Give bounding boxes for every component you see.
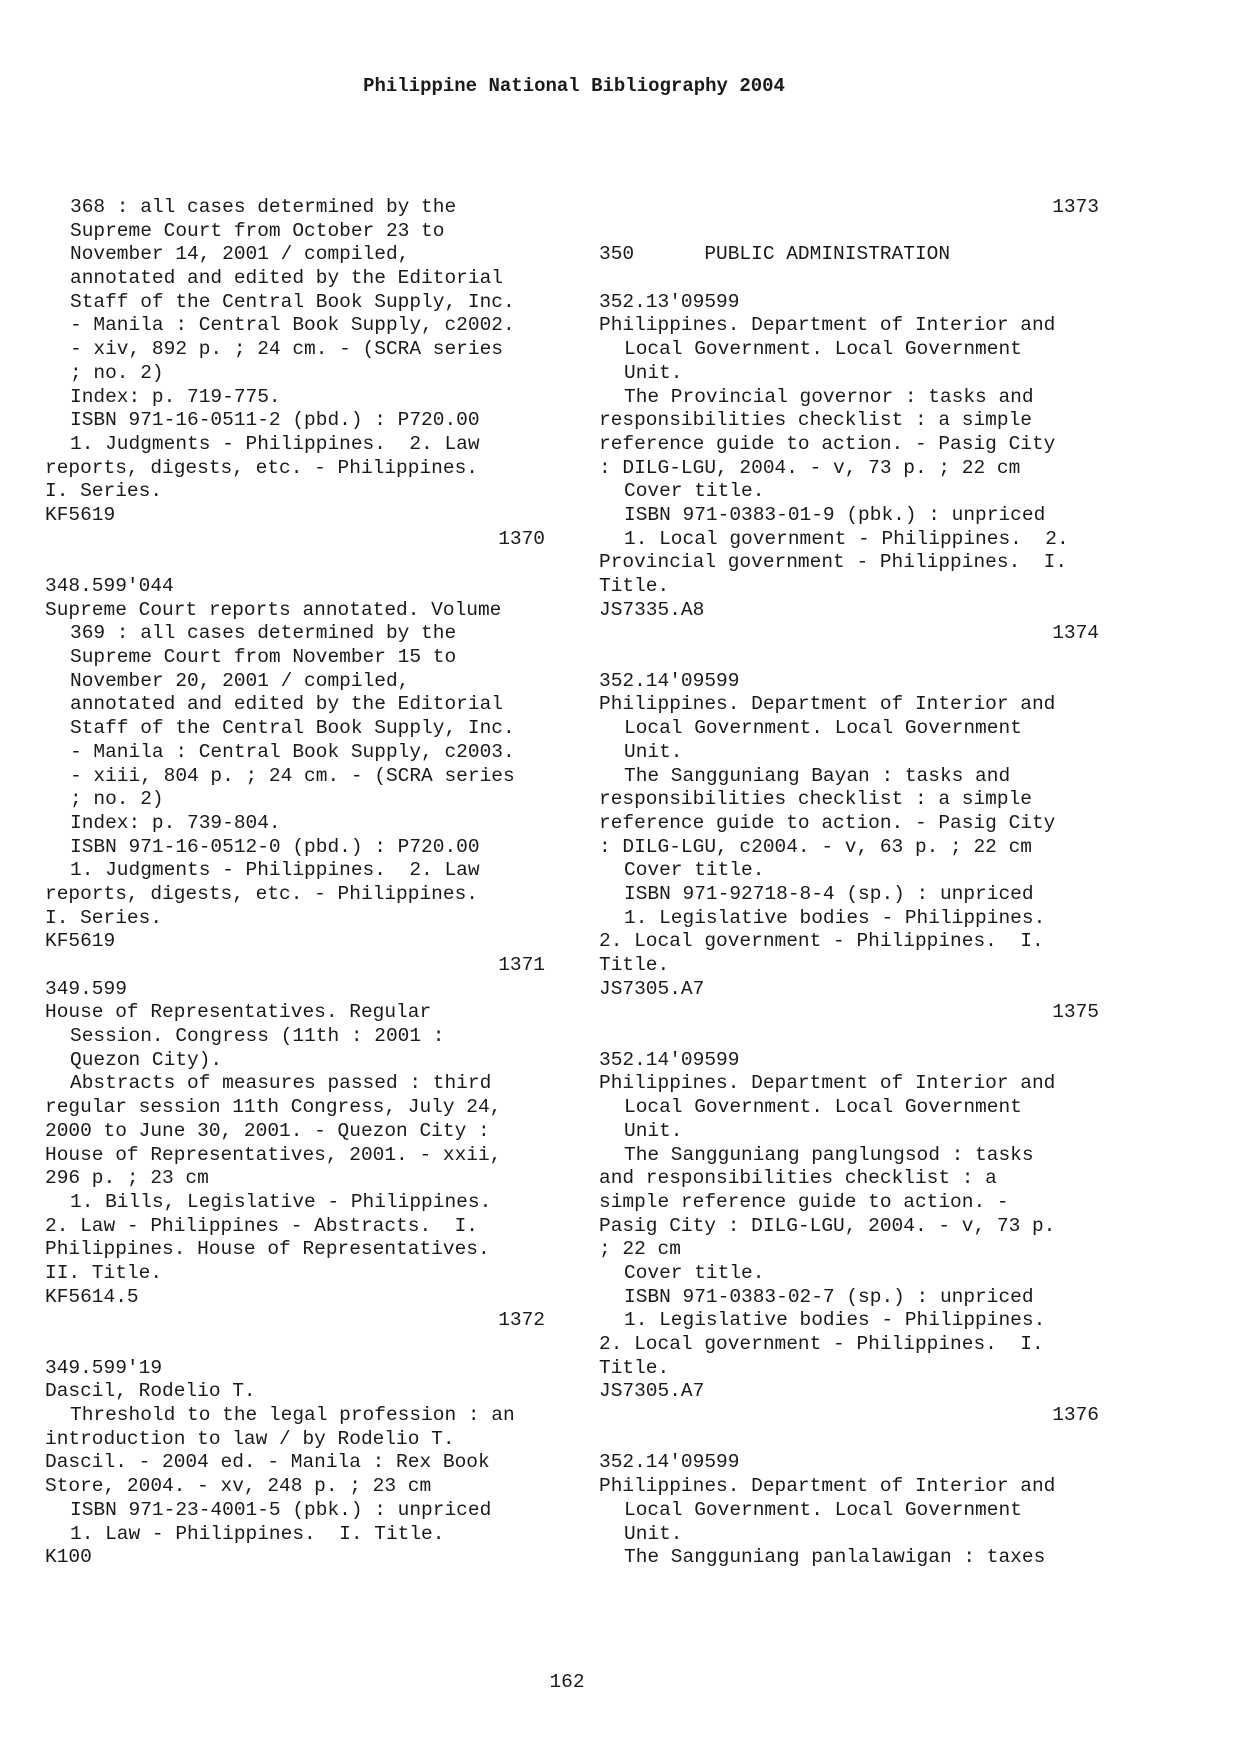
text-line: KF5619 — [45, 930, 116, 953]
text-line: JS7305.A7 — [599, 977, 705, 1000]
text-line: 348.599'044 — [45, 575, 174, 597]
text-line: Abstracts of measures passed : third — [70, 1072, 492, 1095]
text-line: Index: p. 739-804. — [70, 811, 281, 834]
text-line: ISBN 971-0383-02-7 (sp.) : unpriced — [624, 1285, 1034, 1308]
text-line: annotated and edited by the Editorial — [70, 693, 503, 716]
text-line: 350 PUBLIC ADMINISTRATION — [599, 243, 951, 266]
text-line — [599, 220, 1099, 244]
text-line: House of Representatives, 2001. - xxii, — [45, 1143, 502, 1166]
text-line: Local Government. Local Government — [624, 338, 1022, 361]
text-line: Session. Congress (11th : 2001 : — [70, 1025, 445, 1048]
entry-number: 1370 — [498, 527, 545, 550]
text-line: Title. — [599, 575, 670, 597]
text-line: Unit. — [624, 740, 683, 763]
text-line: 349.599 — [45, 977, 127, 1000]
text-line: Title. — [599, 954, 670, 976]
text-line: Staff of the Central Book Supply, Inc. — [70, 717, 515, 740]
text-line: 352.14'09599 — [599, 669, 740, 692]
text-line: Threshold to the legal profession : an — [70, 1404, 515, 1427]
entry-number: 1371 — [498, 954, 545, 976]
text-line: Cover title. — [624, 480, 765, 503]
text-line: and responsibilities checklist : a — [599, 1167, 997, 1190]
text-line: : DILG-LGU, c2004. - v, 63 p. ; 22 cm — [599, 835, 1032, 858]
text-line: The Sangguniang Bayan : tasks and — [624, 764, 1011, 787]
text-line: reports, digests, etc. - Philippines. — [45, 456, 478, 479]
text-line: 1. Judgments - Philippines. 2. Law — [70, 859, 480, 882]
text-line: The Sangguniang panglungsod : tasks — [624, 1143, 1034, 1166]
text-line: : DILG-LGU, 2004. - v, 73 p. ; 22 cm — [599, 456, 1021, 479]
text-line: Dascil. - 2004 ed. - Manila : Rex Book — [45, 1451, 490, 1474]
text-line: 2000 to June 30, 2001. - Quezon City : — [45, 1119, 490, 1142]
text-line: 2. Local government - Philippines. I. — [599, 1333, 1044, 1355]
text-line: II. Title. — [45, 1261, 163, 1284]
text-line: ISBN 971-92718-8-4 (sp.) : unpriced — [624, 882, 1034, 905]
entry-number: 1373 — [1052, 196, 1099, 218]
text-line: House of Representatives. Regular — [45, 1001, 432, 1024]
entry-number: 1376 — [1052, 1404, 1099, 1427]
text-line: Store, 2004. - xv, 248 p. ; 23 cm — [45, 1475, 432, 1498]
text-line: Local Government. Local Government — [624, 1096, 1022, 1119]
text-line: Title. — [599, 1356, 670, 1379]
text-line: ; no. 2) — [70, 788, 164, 811]
text-line: 1. Local government - Philippines. 2. — [624, 527, 1069, 550]
text-line: 1. Legislative bodies - Philippines. — [624, 906, 1046, 929]
text-line — [599, 1428, 1099, 1452]
left-column — [45, 196, 545, 1570]
text-line — [599, 1025, 1099, 1049]
text-line: introduction to law / by Rodelio T. — [45, 1427, 455, 1450]
text-line: ISBN 971-16-0512-0 (pbd.) : P720.00 — [70, 835, 480, 858]
text-line: 1. Legislative bodies - Philippines. — [624, 1309, 1046, 1332]
text-line: Philippines. Department of Interior and — [599, 314, 1056, 337]
text-line: The Provincial governor : tasks and — [624, 385, 1034, 408]
text-line: Supreme Court from October 23 to — [70, 219, 445, 242]
text-line: ISBN 971-16-0511-2 (pbd.) : P720.00 — [70, 409, 480, 432]
text-line: Pasig City : DILG-LGU, 2004. - v, 73 p. — [599, 1214, 1056, 1237]
text-line: responsibilities checklist : a simple — [599, 409, 1032, 432]
text-line — [45, 1333, 545, 1357]
text-line — [599, 267, 1099, 291]
text-line: 2. Law - Philippines - Abstracts. I. — [45, 1214, 478, 1237]
text-line: KF5614.5 — [45, 1285, 139, 1308]
text-line: Philippines. Department of Interior and — [599, 1072, 1056, 1095]
text-line: - xiv, 892 p. ; 24 cm. - (SCRA series — [70, 338, 503, 361]
page-number: 162 — [549, 1671, 585, 1693]
text-line: Staff of the Central Book Supply, Inc. — [70, 290, 515, 313]
text-line: K100 — [45, 1546, 92, 1569]
text-line: annotated and edited by the Editorial — [70, 267, 503, 290]
entry-number: 1372 — [498, 1309, 545, 1332]
text-line: November 20, 2001 / compiled, — [70, 669, 410, 692]
text-line: 2. Local government - Philippines. I. — [599, 930, 1044, 953]
text-line: 369 : all cases determined by the — [70, 622, 457, 645]
text-line: Philippines. Department of Interior and — [599, 1475, 1056, 1498]
text-line: 1. Judgments - Philippines. 2. Law — [70, 432, 480, 455]
text-line: regular session 11th Congress, July 24, — [45, 1096, 502, 1119]
text-line: 352.14'09599 — [599, 1451, 740, 1474]
text-line: 352.14'09599 — [599, 1048, 740, 1071]
right-column — [599, 196, 1099, 1570]
text-line: 352.13'09599 — [599, 290, 740, 313]
text-line: - Manila : Central Book Supply, c2003. — [70, 740, 515, 763]
text-line: JS7335.A8 — [599, 598, 705, 621]
text-line: 1. Bills, Legislative - Philippines. — [70, 1190, 492, 1213]
text-line: JS7305.A7 — [599, 1380, 705, 1403]
text-line: Dascil, Rodelio T. — [45, 1380, 256, 1403]
text-line: 368 : all cases determined by the — [70, 196, 457, 218]
text-line: - Manila : Central Book Supply, c2002. — [70, 314, 515, 337]
text-line: The Sangguniang panlalawigan : taxes — [624, 1546, 1046, 1569]
text-line: Philippines. Department of Interior and — [599, 693, 1056, 716]
text-line: reference guide to action. - Pasig City — [599, 811, 1056, 834]
text-line: Unit. — [624, 1119, 683, 1142]
text-line: Cover title. — [624, 859, 765, 882]
text-line: Local Government. Local Government — [624, 717, 1022, 740]
text-line: responsibilities checklist : a simple — [599, 788, 1032, 811]
text-line: November 14, 2001 / compiled, — [70, 243, 410, 266]
text-line: ISBN 971-0383-01-9 (pbk.) : unpriced — [624, 503, 1046, 526]
text-line: ; no. 2) — [70, 361, 164, 384]
text-line: 349.599'19 — [45, 1356, 163, 1379]
text-line: 1. Law - Philippines. I. Title. — [70, 1522, 445, 1545]
text-line: reports, digests, etc. - Philippines. — [45, 882, 478, 905]
text-line: simple reference guide to action. - — [599, 1190, 1009, 1213]
text-line: Supreme Court reports annotated. Volume — [45, 598, 502, 621]
text-line: ; 22 cm — [599, 1238, 681, 1261]
text-line — [599, 646, 1099, 670]
entry-number: 1375 — [1052, 1001, 1099, 1024]
entry-number: 1374 — [1052, 622, 1099, 645]
text-line: reference guide to action. - Pasig City — [599, 432, 1056, 455]
text-line: Quezon City). — [70, 1048, 223, 1071]
text-line: Index: p. 719-775. — [70, 385, 281, 408]
page-title: Philippine National Bibliography 2004 — [363, 75, 785, 97]
text-line: I. Series. — [45, 480, 163, 503]
text-line: Local Government. Local Government — [624, 1498, 1022, 1521]
text-line: Provincial government - Philippines. I. — [599, 551, 1068, 574]
text-line: Unit. — [624, 361, 683, 384]
text-line: Cover title. — [624, 1261, 765, 1284]
text-line — [45, 551, 545, 575]
text-line: Philippines. House of Representatives. — [45, 1238, 490, 1261]
text-line: Unit. — [624, 1522, 683, 1545]
text-line: KF5619 — [45, 503, 116, 526]
text-line: ISBN 971-23-4001-5 (pbk.) : unpriced — [70, 1498, 492, 1521]
text-line: 296 p. ; 23 cm — [45, 1167, 209, 1190]
text-line: Supreme Court from November 15 to — [70, 646, 457, 669]
text-line: - xiii, 804 p. ; 24 cm. - (SCRA series — [70, 764, 515, 787]
text-line: I. Series. — [45, 906, 163, 929]
